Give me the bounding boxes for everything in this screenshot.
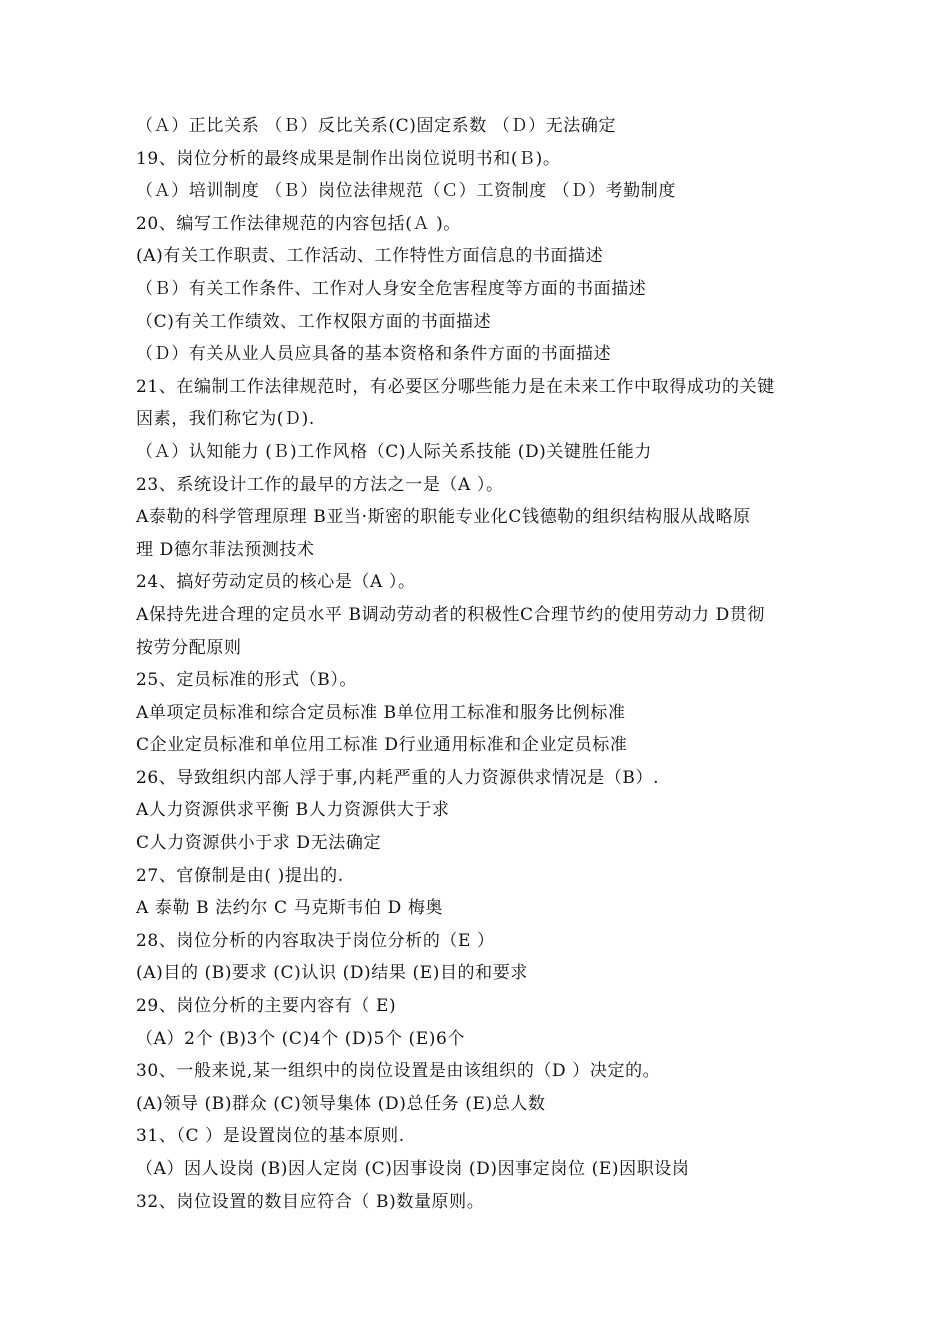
question-32: 32、岗位设置的数目应符合（ B)数量原则。 xyxy=(136,1191,485,1212)
question-25-options-cd: C企业定员标准和单位用工标准 D行业通用标准和企业定员标准 xyxy=(136,735,628,756)
question-31: 31、（C ）是设置岗位的基本原则. xyxy=(136,1126,405,1147)
question-20-option-b: （Ｂ）有关工作条件、工作对人身安全危害程度等方面的书面描述 xyxy=(136,278,647,299)
question-26-options-cd: C人力资源供小于求 D无法确定 xyxy=(136,833,382,854)
question-25-options-ab: A单项定员标准和综合定员标准 B单位用工标准和服务比例标准 xyxy=(136,702,626,723)
question-28-options: (A)目的 (B)要求 (C)认识 (D)结果 (E)目的和要求 xyxy=(136,963,528,984)
question-24-options-continued: 按劳分配原则 xyxy=(136,637,242,658)
question-20-option-c: （C)有关工作绩效、工作权限方面的书面描述 xyxy=(136,311,492,332)
question-23-options-continued: 理 D德尔菲法预测技术 xyxy=(136,539,315,560)
question-21: 21、在编制工作法律规范时，有必要区分哪些能力是在未来工作中取得成功的关键 xyxy=(136,376,775,397)
question-19-options: （Ａ）培训制度 （Ｂ）岗位法律规范（Ｃ）工资制度 （Ｄ）考勤制度 xyxy=(136,181,677,202)
question-21-options: （Ａ）认知能力 (Ｂ)工作风格（C)人际关系技能 (D)关键胜任能力 xyxy=(136,441,653,462)
question-20-option-a: (A)有关工作职责、工作活动、工作特性方面信息的书面描述 xyxy=(136,246,604,267)
question-25: 25、定员标准的形式（B）。 xyxy=(136,670,358,691)
question-27-options: A 泰勒 B 法约尔 C 马克斯韦伯 D 梅奥 xyxy=(136,898,444,919)
question-28: 28、岗位分析的内容取决于岗位分析的（E ） xyxy=(136,930,495,951)
question-30: 30、一般来说,某一组织中的岗位设置是由该组织的（D ）决定的。 xyxy=(136,1061,661,1082)
question-29: 29、岗位分析的主要内容有（ E) xyxy=(136,996,397,1017)
text-line: （Ａ）正比关系 （Ｂ）反比关系(C)固定系数 （Ｄ）无法确定 xyxy=(136,116,617,136)
question-20-option-d: （Ｄ）有关从业人员应具备的基本资格和条件方面的书面描述 xyxy=(136,344,612,365)
question-23: 23、系统设计工作的最早的方法之一是（A ）。 xyxy=(136,474,504,495)
question-29-options: （A）2个 (B)3个 (C)4个 (D)5个 (E)6个 xyxy=(136,1028,465,1049)
question-24: 24、搞好劳动定员的核心是（A ）。 xyxy=(136,572,416,593)
question-30-options: (A)领导 (B)群众 (C)领导集体 (D)总任务 (E)总人数 xyxy=(136,1093,546,1114)
question-19: 19、岗位分析的最终成果是制作出岗位说明书和(Ｂ)。 xyxy=(136,148,561,169)
question-23-options: A泰勒的科学管理原理 B亚当·斯密的职能专业化C钱德勒的组织结构服从战略原 xyxy=(136,507,751,528)
question-20: 20、编写工作法律规范的内容包括(Ａ )。 xyxy=(136,213,461,234)
question-27: 27、官僚制是由( )提出的. xyxy=(136,865,344,886)
document-body xyxy=(136,110,856,1218)
question-31-options: （A）因人设岗 (B)因人定岗 (C)因事设岗 (D)因事定岗位 (E)因职设岗 xyxy=(136,1159,690,1179)
question-26: 26、导致组织内部人浮于事,内耗严重的人力资源供求情况是（B）. xyxy=(136,767,660,788)
question-24-options: A保持先进合理的定员水平 B调动劳动者的积极性C合理节约的使用劳动力 D贯彻 xyxy=(136,604,766,625)
question-26-options-ab: A人力资源供求平衡 B人力资源供大于求 xyxy=(136,800,450,821)
question-21-continued: 因素，我们称它为(Ｄ). xyxy=(136,409,315,430)
